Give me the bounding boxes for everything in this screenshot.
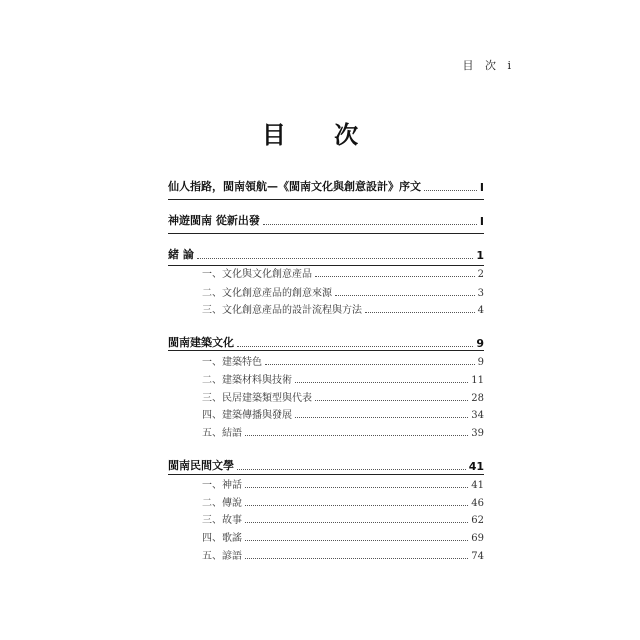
toc-entry-folk-1[interactable] <box>168 475 484 491</box>
toc-entry-folk-4[interactable] <box>168 528 484 544</box>
toc-page-number: I <box>479 181 484 194</box>
dot-leader <box>197 258 474 259</box>
toc-entry-architecture-1[interactable] <box>168 352 484 368</box>
toc-page-number: 34 <box>471 410 484 421</box>
toc-page-number: 2 <box>477 269 484 280</box>
toc-entry-label: 閩南民間文學 <box>168 459 234 472</box>
toc-entry-label: 緒 論 <box>168 248 194 261</box>
toc-entry-label: 閩南建築文化 <box>168 336 234 349</box>
toc-entry-folk-5[interactable] <box>168 546 484 562</box>
dot-leader <box>315 400 468 401</box>
dot-leader <box>295 417 468 418</box>
section-rule <box>168 199 484 200</box>
toc-entry-label: 四、歌謠 <box>202 533 242 544</box>
toc-page-number: 9 <box>476 337 484 350</box>
toc-page-number: I <box>479 215 484 228</box>
dot-leader <box>265 364 475 365</box>
dot-leader <box>365 312 475 313</box>
dot-leader <box>245 505 468 506</box>
toc-entry-architecture-4[interactable] <box>168 405 484 421</box>
toc-entry-label: 五、結語 <box>202 428 242 439</box>
toc-page-number: 4 <box>477 305 484 316</box>
toc-entry-label: 二、建築材料與技術 <box>202 375 292 386</box>
toc-page-number: 28 <box>471 393 484 404</box>
dot-leader <box>245 487 468 488</box>
toc-page-number: 46 <box>471 498 484 509</box>
dot-leader <box>263 224 477 225</box>
toc-entry-label: 二、文化創意產品的創意來源 <box>202 288 332 299</box>
toc-entry-architecture-3[interactable] <box>168 388 484 404</box>
toc-page-number: 74 <box>471 551 484 562</box>
section-rule <box>168 233 484 234</box>
toc-entry-label: 仙人指路，閩南領航—《閩南文化與創意設計》序文 <box>168 180 421 193</box>
dot-leader <box>335 295 475 296</box>
toc-entry-preface[interactable] <box>168 178 484 194</box>
toc-entry-label: 三、故事 <box>202 515 242 526</box>
toc-page-number: 11 <box>471 375 484 386</box>
toc-entry-label: 一、神話 <box>202 480 242 491</box>
toc-page-number: 39 <box>471 428 484 439</box>
toc-entry-label: 四、建築傳播與發展 <box>202 410 292 421</box>
toc-entry-prologue[interactable] <box>168 212 484 228</box>
toc-entry-folk-literature[interactable] <box>168 457 484 473</box>
toc-page-number: 3 <box>477 288 484 299</box>
toc-entry-label: 神遊閩南 從新出發 <box>168 214 260 227</box>
toc-entry-label: 一、文化與文化創意產品 <box>202 269 312 280</box>
dot-leader <box>245 540 468 541</box>
toc-entry-intro-2[interactable] <box>168 283 484 299</box>
toc-entry-label: 二、傳說 <box>202 498 242 509</box>
toc-page-number: 69 <box>471 533 484 544</box>
toc-entry-folk-2[interactable] <box>168 493 484 509</box>
page-title: 目 次 <box>261 120 379 149</box>
toc-entry-label: 三、文化創意產品的設計流程與方法 <box>202 305 362 316</box>
toc-entry-folk-3[interactable] <box>168 510 484 526</box>
dot-leader <box>245 435 468 436</box>
toc-page-number: 62 <box>471 515 484 526</box>
toc-entry-architecture[interactable] <box>168 334 484 350</box>
dot-leader <box>245 558 468 559</box>
toc-entry-intro-3[interactable] <box>168 300 484 316</box>
dot-leader <box>295 382 468 383</box>
toc-entry-architecture-5[interactable] <box>168 423 484 439</box>
toc-entry-intro-1[interactable] <box>168 264 484 280</box>
toc-entry-label: 三、民居建築類型與代表 <box>202 393 312 404</box>
toc-page-number: 41 <box>471 480 484 491</box>
dot-leader <box>424 190 477 191</box>
toc-entry-label: 一、建築特色 <box>202 357 262 368</box>
toc-page-number: 1 <box>476 249 484 262</box>
toc-entry-introduction[interactable] <box>168 246 484 262</box>
toc-entry-label: 五、諺語 <box>202 551 242 562</box>
toc-page-number: 41 <box>468 460 484 473</box>
running-head: 目 次 i <box>462 59 515 72</box>
toc-entry-architecture-2[interactable] <box>168 370 484 386</box>
dot-leader <box>245 522 468 523</box>
section-rule <box>168 350 484 351</box>
toc-page-number: 9 <box>477 357 484 368</box>
dot-leader <box>237 469 466 470</box>
dot-leader <box>315 276 475 277</box>
dot-leader <box>237 346 473 347</box>
